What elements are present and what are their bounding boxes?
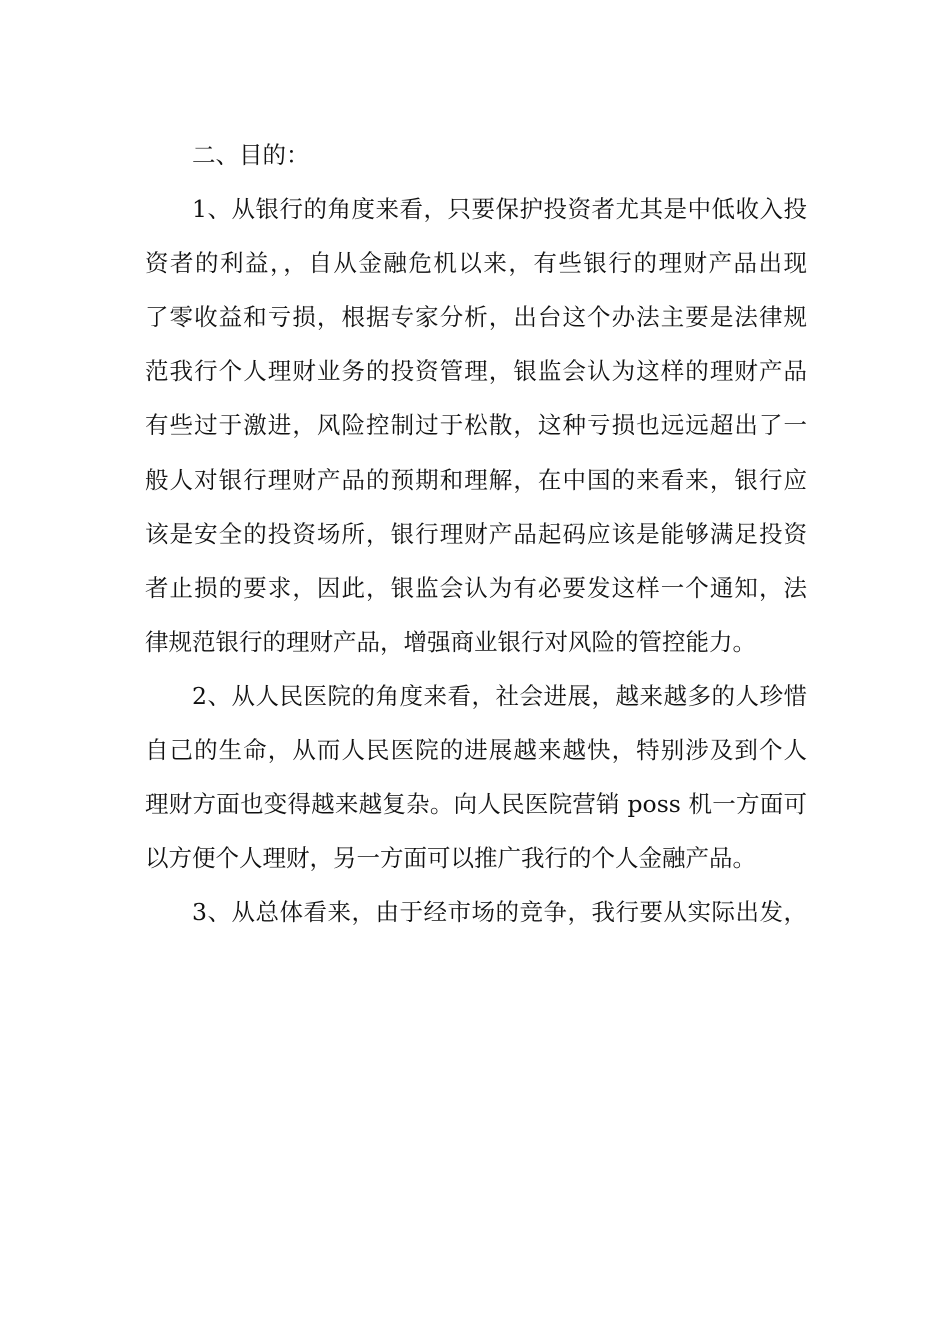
section-heading: 二、目的：: [192, 141, 310, 169]
paragraph-1-line-6: 般人对银行理财产品的预期和理解，在中国的来看来，银行应: [145, 465, 807, 494]
paragraph-3-line-1: 3、从总体看来，由于经市场的竞争，我行要从实际出发，: [192, 898, 807, 927]
document-body: [145, 128, 807, 939]
paragraph-1-line-4: 范我行个人理财业务的投资管理，银监会认为这样的理财产品: [145, 357, 807, 386]
paragraph-1-line-9: 律规范银行的理财产品，增强商业银行对风险的管控能力。: [145, 627, 756, 656]
paragraph-1-line-5: 有些过于激进，风险控制过于松散，这种亏损也远远超出了一: [145, 411, 807, 440]
paragraph-1-line-3: 了零收益和亏损，根据专家分析，出台这个办法主要是法律规: [145, 303, 807, 332]
paragraph-2-line-4: 以方便个人理财，另一方面可以推广我行的个人金融产品。: [145, 844, 756, 873]
paragraph-2-line-3: 理财方面也变得越来越复杂。向人民医院营销 poss 机一方面可: [145, 790, 807, 819]
paragraph-2-line-1: 2、从人民医院的角度来看，社会进展，越来越多的人珍惜: [192, 681, 807, 710]
paragraph-1-line-2: 资者的利益，，自从金融危机以来，有些银行的理财产品出现: [145, 249, 807, 278]
paragraph-1-line-1: 1、从银行的角度来看，只要保护投资者尤其是中低收入投: [192, 195, 807, 224]
paragraph-1-line-8: 者止损的要求，因此，银监会认为有必要发这样一个通知，法: [145, 573, 807, 602]
paragraph-1-line-7: 该是安全的投资场所，银行理财产品起码应该是能够满足投资: [145, 519, 807, 548]
paragraph-2-line-2: 自己的生命，从而人民医院的进展越来越快，特别涉及到个人: [145, 736, 807, 765]
